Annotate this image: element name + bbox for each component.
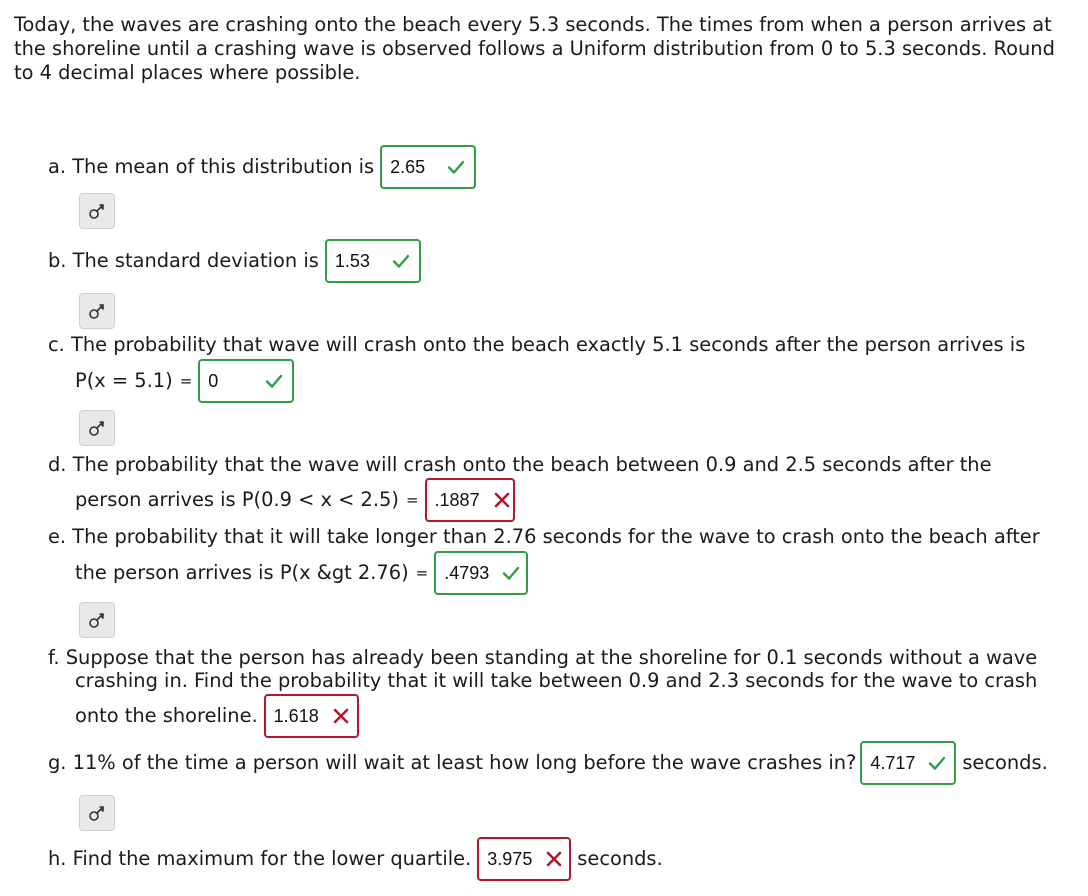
key-button-b[interactable]	[79, 293, 115, 329]
answer-d-field[interactable]	[425, 478, 515, 522]
question-f-text3: onto the shoreline.	[75, 704, 258, 727]
answer-h-value: 3.975	[487, 849, 533, 869]
key-icon	[87, 201, 107, 221]
equals-sign: =	[415, 564, 429, 582]
x-mark-icon	[492, 490, 512, 510]
equals-sign: =	[405, 491, 419, 509]
answer-a-field[interactable]	[380, 145, 476, 189]
question-d-text2: person arrives is P(0.9 < x < 2.5)	[75, 488, 399, 511]
question-b	[48, 239, 421, 283]
answer-g-value: 4.717	[870, 753, 916, 773]
checkmark-icon	[927, 753, 947, 773]
key-button-g[interactable]	[79, 795, 115, 831]
question-g-text: g. 11% of the time a person will wait at least how long before the wave crashes in?	[48, 751, 857, 774]
key-button-a[interactable]	[79, 193, 115, 229]
answer-b-field[interactable]	[325, 239, 421, 283]
key-icon	[87, 301, 107, 321]
question-g	[48, 741, 1048, 785]
question-b-text: b. The standard deviation is	[48, 249, 319, 272]
checkmark-icon	[264, 371, 284, 391]
answer-c-field[interactable]	[198, 359, 294, 403]
question-d-text: d. The probability that the wave will crash onto the beach between 0.9 and 2.5 seconds after the	[48, 453, 992, 476]
answer-e-value: .4793	[444, 563, 490, 583]
question-e-text: e. The probability that it will take longer than 2.76 seconds for the wave to crash onto the beach after	[48, 525, 1040, 548]
x-mark-icon	[331, 706, 351, 726]
checkmark-icon	[501, 563, 521, 583]
question-f-text: f. Suppose that the person has already been standing at the shoreline for 0.1 seconds without a wave	[48, 646, 1038, 669]
checkmark-icon	[446, 157, 466, 177]
x-mark-icon	[544, 849, 564, 869]
answer-f-field[interactable]	[264, 694, 359, 738]
answer-c-value: 0	[208, 371, 219, 391]
key-icon	[87, 610, 107, 630]
question-h	[48, 837, 663, 881]
answer-g-field[interactable]	[860, 741, 956, 785]
question-f-text2: crashing in. Find the probability that it will take between 0.9 and 2.3 seconds for the wave to crash	[75, 669, 1038, 692]
question-a	[48, 145, 476, 189]
answer-e-field[interactable]	[434, 551, 528, 595]
question-e-text2: the person arrives is P(x &gt 2.76)	[75, 561, 409, 584]
question-e-expression	[75, 551, 528, 595]
key-icon	[87, 418, 107, 438]
answer-f-value: 1.618	[273, 706, 319, 726]
problem-statement: Today, the waves are crashing onto the beach every 5.3 seconds. The times from when a person arrives at the shoreline until a crashing wave is observed follows a Uniform distribution from 0 to 5.3 seconds. Round to 4 decimal places where possible.	[14, 13, 1055, 84]
question-g-unit: seconds.	[962, 751, 1048, 774]
equals-sign: =	[179, 372, 193, 390]
answer-d-value: .1887	[434, 490, 480, 510]
key-button-e[interactable]	[79, 602, 115, 638]
question-d-expression	[75, 478, 515, 522]
question-c-expression	[75, 359, 294, 403]
question-a-text: a. The mean of this distribution is	[48, 155, 375, 178]
answer-a-value: 2.65	[390, 157, 426, 177]
question-c-expr: P(x = 5.1)	[75, 369, 173, 392]
key-button-c[interactable]	[79, 410, 115, 446]
checkmark-icon	[391, 251, 411, 271]
answer-b-value: 1.53	[334, 251, 370, 271]
question-h-unit: seconds.	[577, 847, 663, 870]
answer-h-field[interactable]	[477, 837, 571, 881]
question-c-text: c. The probability that wave will crash onto the beach exactly 5.1 seconds after the person arrives is	[48, 333, 1026, 356]
question-f-expression	[75, 694, 359, 738]
question-h-text: h. Find the maximum for the lower quartile.	[48, 847, 472, 870]
key-icon	[87, 803, 107, 823]
